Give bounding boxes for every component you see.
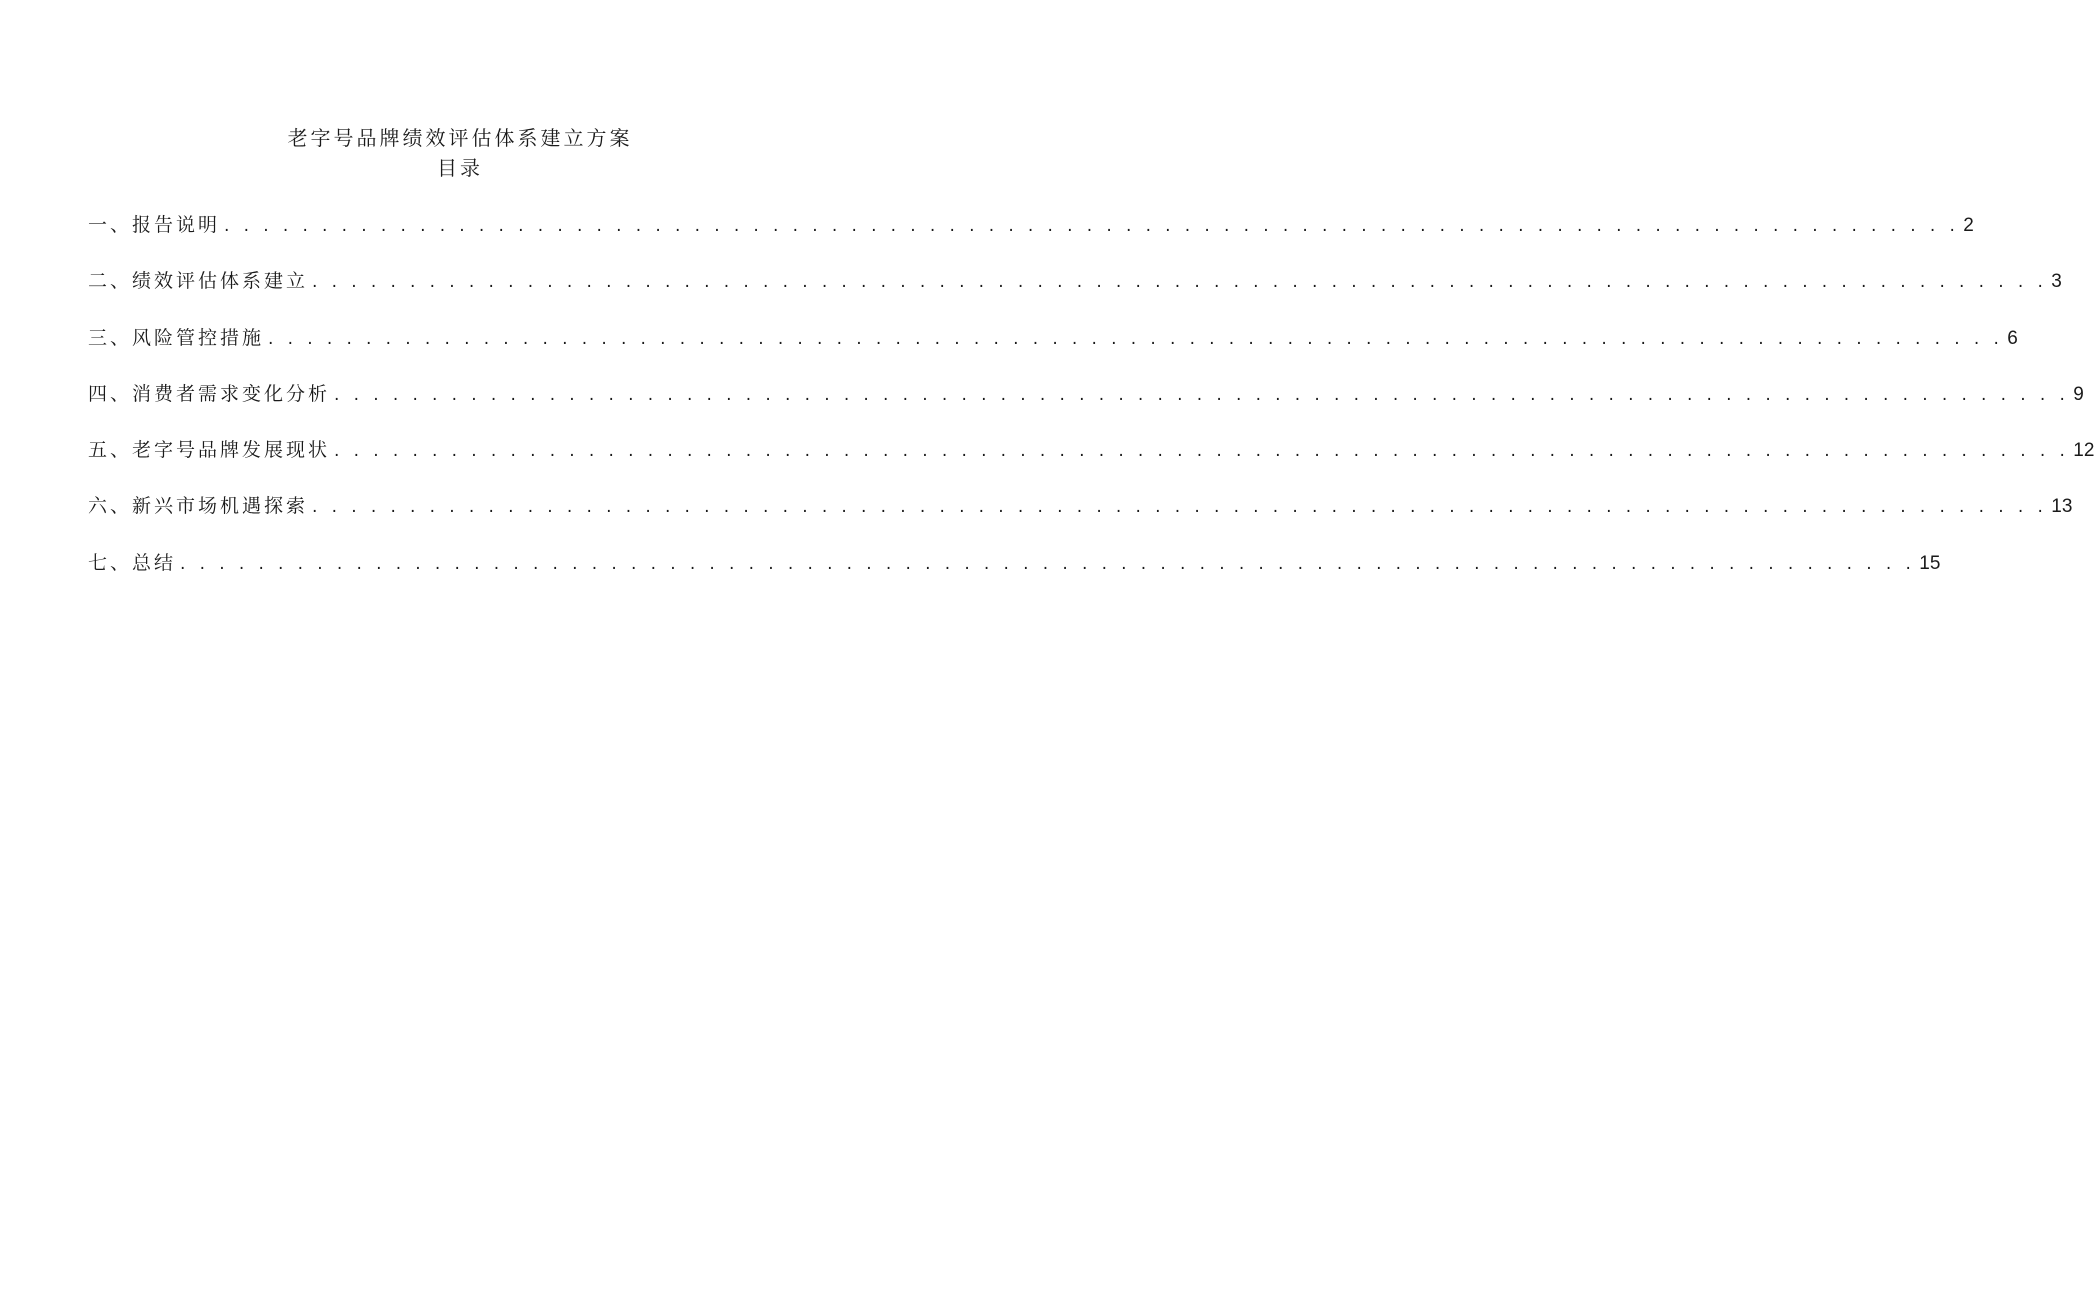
toc-entry-page-number: 3 — [2051, 271, 2062, 293]
toc-dot-leader: . . . . . . . . . . . . . . . . . . . . . . . . . . . . . . . . . . . . . . . . . . . . . . . . . . . . . . . . . . . . . . . . . . . . . . . . . . . . . . . . . . . . . . . . . — [334, 384, 2070, 405]
toc-dot-leader: . . . . . . . . . . . . . . . . . . . . . . . . . . . . . . . . . . . . . . . . . . . . . . . . . . . . . . . . . . . . . . . . . . . . . . . . . . . . . . . . . . . . . . . . . — [180, 553, 1916, 574]
toc-dot-leader: . . . . . . . . . . . . . . . . . . . . . . . . . . . . . . . . . . . . . . . . . . . . . . . . . . . . . . . . . . . . . . . . . . . . . . . . . . . . . . . . . . . . . . . . . — [312, 497, 2048, 518]
toc-entry-consumer-demand[interactable] — [88, 377, 2084, 433]
toc-entry-label: 六、新兴市场机遇探索 — [88, 495, 309, 518]
toc-entry-report-description[interactable] — [88, 208, 1974, 264]
toc-entry-label: 七、总结 — [88, 551, 177, 574]
toc-entry-summary[interactable] — [88, 546, 1941, 602]
toc-dot-leader: . . . . . . . . . . . . . . . . . . . . . . . . . . . . . . . . . . . . . . . . . . . . . . . . . . . . . . . . . . . . . . . . . . . . . . . . . . . . . . . . . . . . . . . . . — [224, 216, 1960, 236]
toc-entry-performance-system[interactable] — [88, 264, 2062, 320]
toc-dot-leader: . . . . . . . . . . . . . . . . . . . . . . . . . . . . . . . . . . . . . . . . . . . . . . . . . . . . . . . . . . . . . . . . . . . . . . . . . . . . . . . . . . . . . . . . . — [312, 272, 2048, 293]
toc-entry-page-number: 2 — [1963, 215, 1974, 236]
toc-entry-page-number: 9 — [2073, 383, 2084, 405]
toc-entry-label: 四、消费者需求变化分析 — [88, 382, 331, 405]
toc-entry-label: 三、风险管控措施 — [88, 326, 265, 349]
toc-heading: 目录 — [437, 156, 483, 180]
toc-entry-page-number: 15 — [1919, 552, 1941, 574]
toc-entry-brand-status[interactable] — [88, 433, 2094, 489]
toc-dot-leader: . . . . . . . . . . . . . . . . . . . . . . . . . . . . . . . . . . . . . . . . . . . . . . . . . . . . . . . . . . . . . . . . . . . . . . . . . . . . . . . . . . . . . . . . . — [268, 328, 2004, 349]
toc-entry-risk-control[interactable] — [88, 321, 2018, 377]
toc-entry-label: 五、老字号品牌发展现状 — [88, 439, 331, 462]
toc-entry-page-number: 12 — [2073, 440, 2094, 462]
toc-entry-label: 一、报告说明 — [88, 214, 221, 236]
toc-entry-emerging-markets[interactable] — [88, 489, 2073, 545]
toc-entry-label: 二、绩效评估体系建立 — [88, 270, 309, 293]
toc-dot-leader: . . . . . . . . . . . . . . . . . . . . . . . . . . . . . . . . . . . . . . . . . . . . . . . . . . . . . . . . . . . . . . . . . . . . . . . . . . . . . . . . . . . . . . . . . — [334, 441, 2070, 462]
toc-entry-page-number: 6 — [2007, 327, 2018, 349]
table-of-contents — [88, 208, 2094, 602]
toc-entry-page-number: 13 — [2051, 496, 2073, 518]
document-title: 老字号品牌绩效评估体系建立方案 — [287, 126, 633, 150]
